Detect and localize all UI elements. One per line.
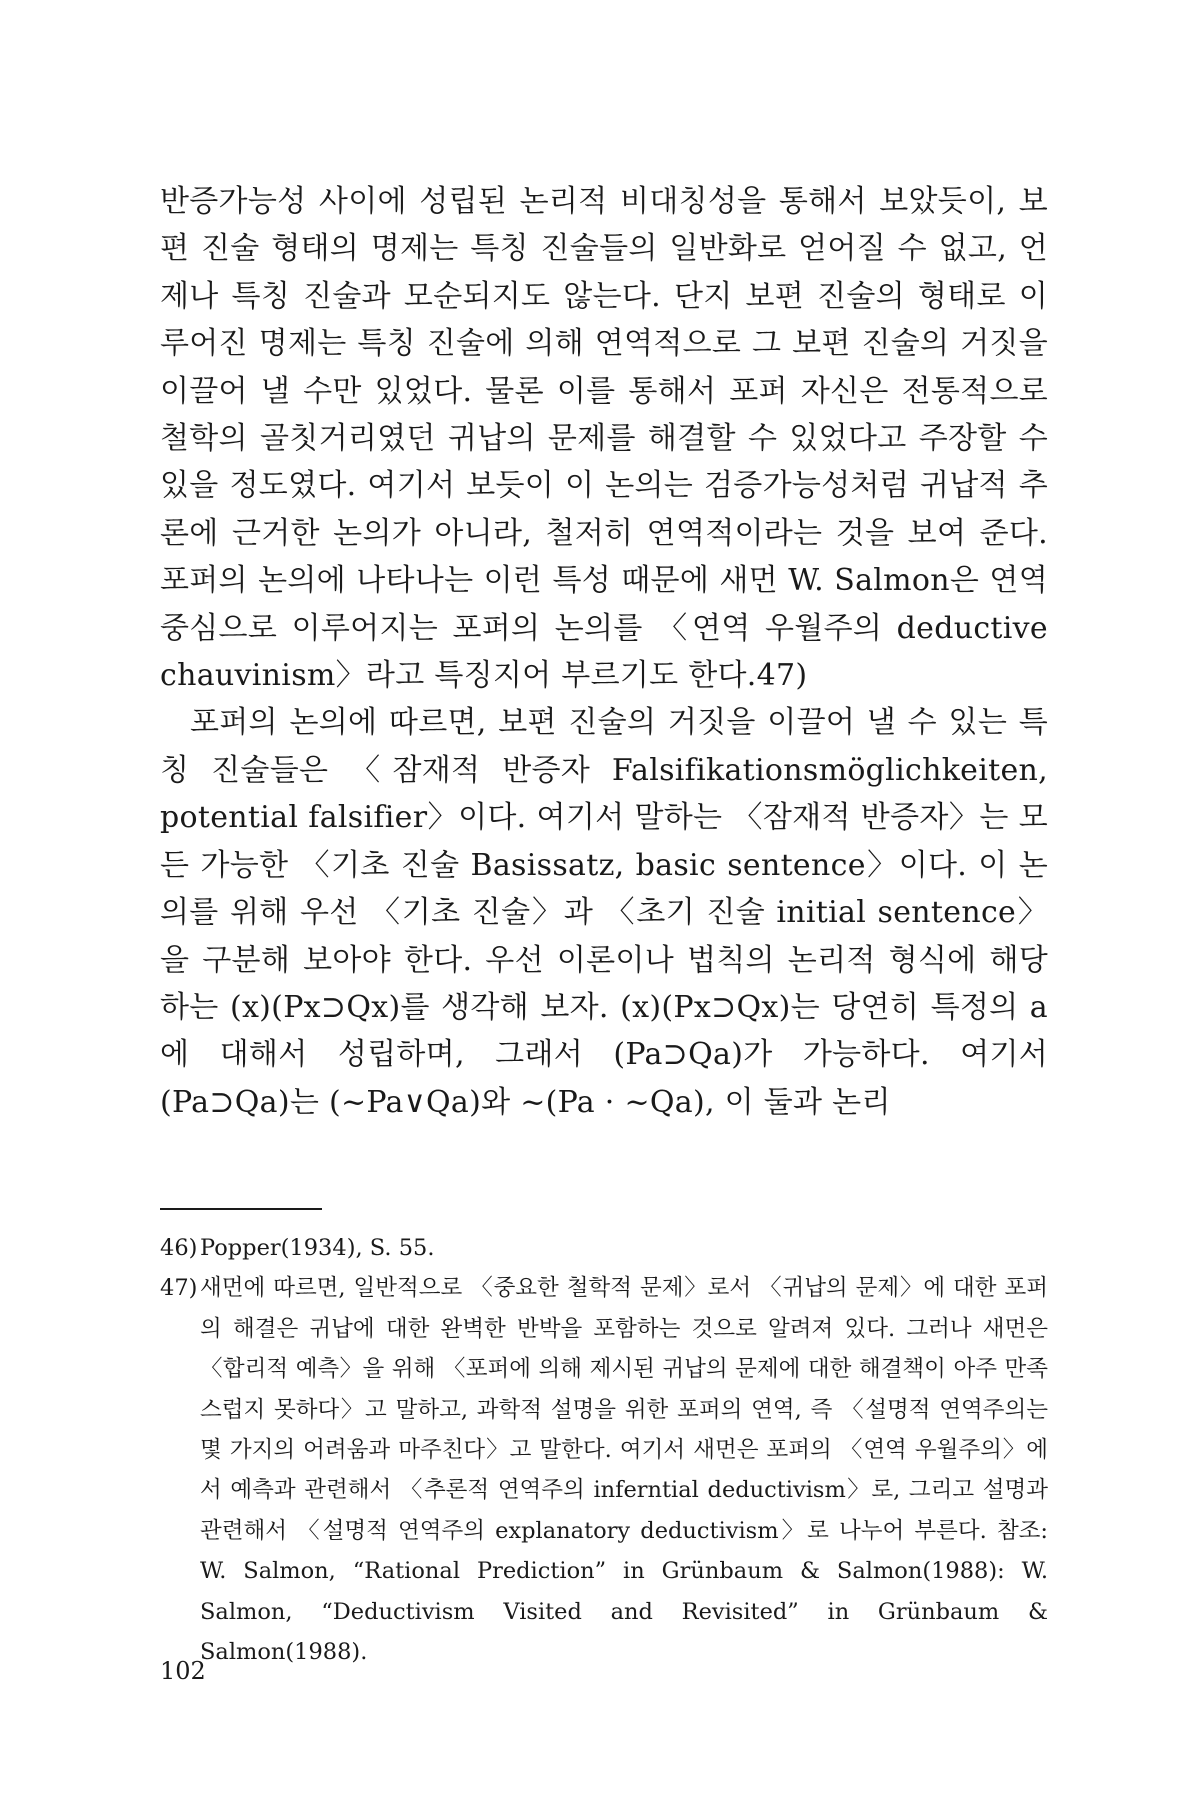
footnote-text: 새먼에 따르면, 일반적으로 〈중요한 철학적 문제〉로서 〈귀납의 문제〉에 대한 포퍼의 해결은 귀납에 대한 완벽한 반박을 포함하는 것으로 알려져 있다. 그러나 새먼은 〈합리적 예측〉을 위해 〈포퍼에 의해 제시된 귀납의 문제에 대한 해결책이 아주 만족스럽지 못하다〉고 말하고, 과학적 설명을 위한 포퍼의 연역, 즉 〈설명적 연역주의는 몇 가지의 어려움과 마주친다〉고 말한다. 여기서 새먼은 포퍼의 〈연역 우월주의〉에서 예측과 관련해서 〈추론적 연역주의 inferntial deductivism〉로, 그리고 설명과 관련해서 〈설명적 연역주의 explanatory deductivism〉로 나누어 부른다. 참조: W. Salmon, “Rational Prediction” in Grünbaum & Salmon(1988): W. Salmon, “Deductivism Visited and Revisited” in Grünbaum & Salmon(1988). [200,1275,1048,1666]
paragraph-1: 반증가능성 사이에 성립된 논리적 비대칭성을 통해서 보았듯이, 보편 진술 형태의 명제는 특칭 진술들의 일반화로 얻어질 수 없고, 언제나 특칭 진술과 모순되지도 않는다. 단지 보편 진술의 형태로 이루어진 명제는 특칭 진술에 의해 연역적으로 그 보편 진술의 거짓을 이끌어 낼 수만 있었다. 물론 이를 통해서 포퍼 자신은 전통적으로 철학의 골칫거리였던 귀납의 문제를 해결할 수 있었다고 주장할 수 있을 정도였다. 여기서 보듯이 이 논의는 검증가능성처럼 귀납적 추론에 근거한 논의가 아니라, 철저히 연역적이라는 것을 보여 준다. 포퍼의 논의에 나타나는 이런 특성 때문에 새먼 W. Salmon은 연역 중심으로 이루어지는 포퍼의 논의를 〈연역 우월주의 deductive chauvinism〉라고 특징지어 부르기도 한다.47) [160,184,1048,694]
footnote-separator [160,1208,322,1210]
body-text [160,178,1048,1126]
footnote-text: Popper(1934), S. 55. [200,1235,435,1261]
footnote-number: 47) [160,1275,198,1302]
footnote-47 [160,1268,1048,1672]
footnotes [160,1228,1048,1672]
paragraph-2: 포퍼의 논의에 따르면, 보편 진술의 거짓을 이끌어 낼 수 있는 특칭 진술들은 〈잠재적 반증자 Falsifikationsmöglichkeiten, potential falsifier〉이다. 여기서 말하는 〈잠재적 반증자〉는 모든 가능한 〈기초 진술 Basissatz, basic sentence〉이다. 이 논의를 위해 우선 〈기초 진술〉과 〈초기 진술 initial sentence〉을 구분해 보아야 한다. 우선 이론이나 법칙의 논리적 형식에 해당하는 (x)(Px⊃Qx)를 생각해 보자. (x)(Px⊃Qx)는 당연히 특정의 a에 대해서 성립하며, 그래서 (Pa⊃Qa)가 가능하다. 여기서 (Pa⊃Qa)는 (~Pa∨Qa)와 ~(Pa · ~Qa), 이 둘과 논리 [160,705,1048,1120]
page-number: 102 [160,1657,206,1685]
footnote-46 [160,1228,1048,1268]
footnote-number: 46) [160,1235,198,1261]
